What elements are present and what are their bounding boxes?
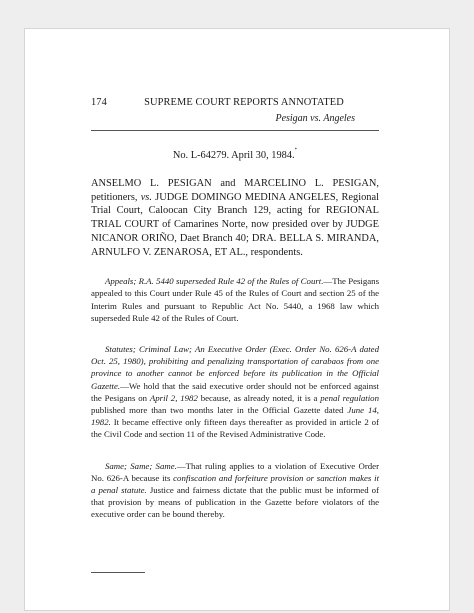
syllabus-emphasis: April 2, 1982 <box>149 392 198 403</box>
syllabus-body: —That ruling applies to a violation of Executive Order No. 626-A because its <box>91 460 380 483</box>
running-head <box>91 96 379 110</box>
syllabus-body: because, as already noted, it is a <box>197 392 321 403</box>
journal-title: SUPREME COURT REPORTS ANNOTATED <box>144 97 344 108</box>
syllabus-body: published more than two months later in the Official Gazette dated <box>91 405 348 416</box>
syllabus-body: Justice and fairness dictate that the public must be informed of that provision by means of publication in the Gazette before violators of the executive order can be bound thereby. <box>91 485 380 520</box>
header-rule <box>91 130 379 131</box>
syllabus-emphasis: confiscation and forfeiture provision or sanction makes it a penal statute. <box>91 472 380 496</box>
page-content <box>91 96 379 521</box>
syllabus-body: It became effective only fifteen days thereafter as provided in article 2 of the Civil Code and section 11 of the Revised Administrative Code. <box>91 417 379 440</box>
case-number <box>91 144 379 163</box>
syllabus-emphasis: June 14, 1982. <box>91 405 379 428</box>
parties-paragraph <box>91 177 379 259</box>
syllabus-body: —The Pesigans appealed to this Court under Rule 45 of the Rules of Court and section 25 of the Interim Rules and pursuant to Republic Act No. 5440, a 1968 law which superseded Rule 42 of the Rules of Court. <box>91 276 380 323</box>
syllabus-paragraph-2 <box>91 343 379 441</box>
parties-part-2: JUDGE DOMINGO MEDINA ANGELES, Regional Trial Court, Caloocan City Branch 129, acting for REGIONAL TRIAL COURT of Camarines Norte, now presided over by JUDGE NICANOR ORIÑO, Daet Branch 40; DRA. BELLA S. MIRANDA, ARNULFO V. ZENAROSA, ET AL., respondents. <box>91 191 379 258</box>
footnote-marker: * <box>294 148 298 153</box>
syllabus-heading: Statutes; Criminal Law; An Executive Order (Exec. Order No. 626-A dated Oct. 25, 1980), prohibiting and penalizing transportation of carabaos from one province to another cannot be enforced before its publication in the Official Gazette. <box>91 344 379 391</box>
document-page <box>24 28 450 611</box>
syllabus-emphasis: penal regulation <box>320 392 379 403</box>
syllabus-heading: Appeals; R.A. 5440 superseded Rule 42 of the Rules of Court. <box>105 276 324 287</box>
case-short-title: Pesigan vs. Angeles <box>275 113 355 124</box>
page-number: 174 <box>91 97 107 108</box>
syllabus-heading: Same; Same; Same. <box>105 460 177 471</box>
case-number-text: No. L-64279. April 30, 1984. <box>172 150 295 161</box>
parties-part-1: ANSELMO L. PESIGAN and MARCELINO L. PESIGAN, petitioners, <box>91 178 379 203</box>
syllabus-body: —We hold that the said executive order should not be enforced against the Pesigans on <box>91 380 379 403</box>
parties-vs: vs. <box>140 191 152 203</box>
syllabus-paragraph-1 <box>91 275 379 324</box>
footnote-rule <box>91 572 145 573</box>
syllabus-paragraph-3 <box>91 460 379 521</box>
